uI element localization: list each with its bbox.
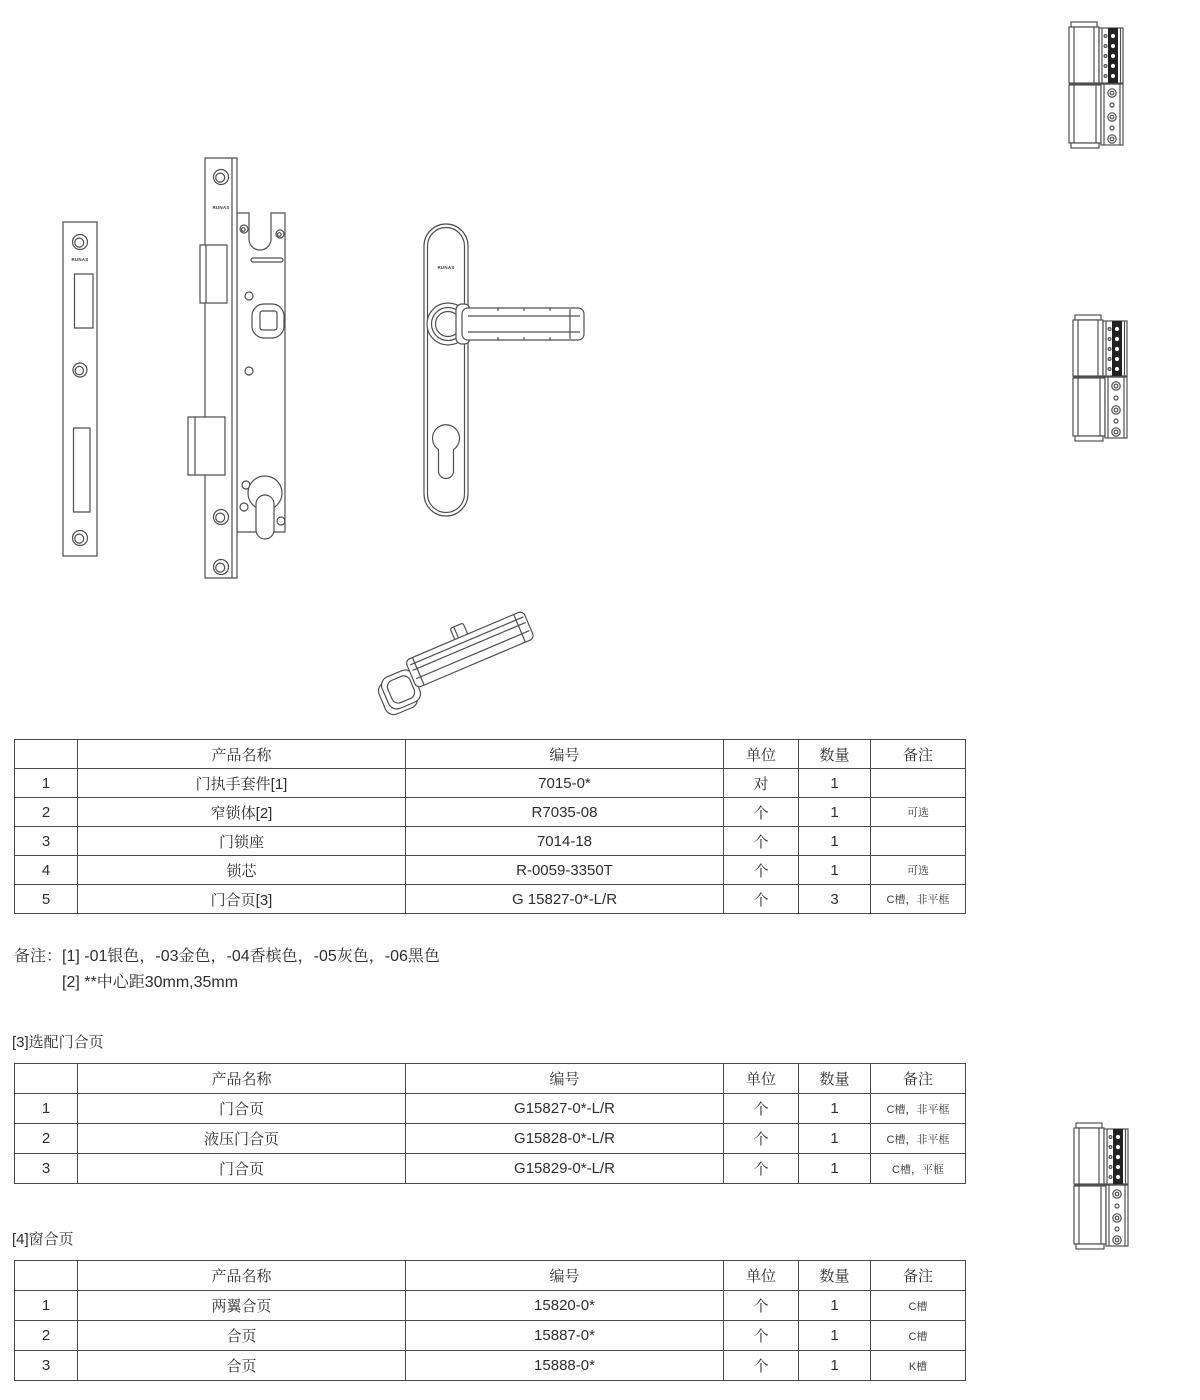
section-title-window-hinges: [4]窗合页 [12,1231,74,1248]
cell-quantity: 1 [799,798,871,827]
cell-product-name: 窄锁体[2] [78,798,406,827]
table-row [15,1124,966,1154]
col-header-part-number: 编号 [406,740,724,769]
cell-unit: 个 [724,798,799,827]
cell-product-name: 门执手套件[1] [78,769,406,798]
cell-index: 3 [15,827,78,856]
table-row [15,1351,966,1381]
cell-remarks [871,769,966,798]
door-hinge-drawing-top [1066,21,1124,149]
cell-remarks: C槽，非平框 [871,1094,966,1124]
cell-remarks [871,827,966,856]
cell-quantity: 1 [799,1154,871,1184]
cell-unit: 个 [724,885,799,914]
cell-index: 2 [15,798,78,827]
cell-quantity: 1 [799,856,871,885]
col-header-quantity: 数量 [799,740,871,769]
parts-table-optional-door-hinges [14,1063,966,1184]
col-header-unit: 单位 [724,740,799,769]
cell-quantity: 3 [799,885,871,914]
col-header-part-number: 编号 [406,1261,724,1291]
cell-remarks: C槽，平框 [871,1154,966,1184]
cell-product-name: 锁芯 [78,856,406,885]
cell-product-name: 合页 [78,1351,406,1381]
parts-table-main [14,739,966,914]
cell-index: 4 [15,856,78,885]
cell-product-name: 门锁座 [78,827,406,856]
door-hinge-drawing-bottom [1071,1122,1129,1250]
cell-quantity: 1 [799,827,871,856]
cell-unit: 个 [724,856,799,885]
table-row [15,1291,966,1321]
header-row [15,740,966,769]
cell-quantity: 1 [799,1094,871,1124]
door-hinge-drawing-middle [1070,314,1128,442]
cell-index: 2 [15,1321,78,1351]
header-row [15,1064,966,1094]
cell-part-number: 15888-0* [406,1351,724,1381]
cell-part-number: 15887-0* [406,1321,724,1351]
cell-index: 1 [15,1291,78,1321]
narrow-lock-body-drawing [185,155,290,585]
cell-remarks: 可选 [871,798,966,827]
col-header-remarks: 备注 [871,1261,966,1291]
table-row [15,827,966,856]
parts-table-window-hinges [14,1260,966,1381]
col-header-unit: 单位 [724,1064,799,1094]
cell-unit: 个 [724,1351,799,1381]
cell-remarks: K槽 [871,1351,966,1381]
table-row [15,856,966,885]
cell-remarks: C槽 [871,1291,966,1321]
col-header-quantity: 数量 [799,1261,871,1291]
cell-part-number: G15829-0*-L/R [406,1154,724,1184]
cell-part-number: R7035-08 [406,798,724,827]
cell-index: 1 [15,769,78,798]
notes-label: 备注： [14,948,63,965]
cell-unit: 个 [724,1124,799,1154]
cell-product-name: 门合页 [78,1094,406,1124]
cell-index: 3 [15,1351,78,1381]
note-line: [2] **中心距30mm,35mm [62,974,239,991]
door-handle-set-drawing [420,220,595,520]
cell-product-name: 门合页 [78,1154,406,1184]
door-strike-plate-drawing [62,221,98,557]
cell-unit: 个 [724,827,799,856]
col-header-product-name: 产品名称 [78,740,406,769]
cell-unit: 个 [724,1321,799,1351]
table-row [15,1154,966,1184]
cell-part-number: R-0059-3350T [406,856,724,885]
cell-index: 3 [15,1154,78,1184]
section-title-optional-door-hinges: [3]选配门合页 [12,1034,104,1051]
cell-part-number: 7014-18 [406,827,724,856]
cell-index: 1 [15,1094,78,1124]
lock-cylinder-drawing [365,598,535,713]
table-row [15,885,966,914]
cell-quantity: 1 [799,1321,871,1351]
cell-remarks: C槽，非平框 [871,1124,966,1154]
cell-part-number: 15820-0* [406,1291,724,1321]
col-header-unit: 单位 [724,1261,799,1291]
col-header-index [15,1064,78,1094]
cell-part-number: G15827-0*-L/R [406,1094,724,1124]
col-header-index [15,1261,78,1291]
col-header-remarks: 备注 [871,740,966,769]
cell-product-name: 门合页[3] [78,885,406,914]
cell-product-name: 液压门合页 [78,1124,406,1154]
cell-quantity: 1 [799,1291,871,1321]
table-row [15,1321,966,1351]
table-row [15,1094,966,1124]
col-header-product-name: 产品名称 [78,1261,406,1291]
cell-unit: 个 [724,1094,799,1124]
cell-part-number: G15828-0*-L/R [406,1124,724,1154]
cell-product-name: 合页 [78,1321,406,1351]
cell-quantity: 1 [799,769,871,798]
notes-block [14,944,440,996]
cell-remarks: 可选 [871,856,966,885]
cell-unit: 个 [724,1291,799,1321]
col-header-part-number: 编号 [406,1064,724,1094]
brand-logo: RUNAS [71,257,89,262]
brand-logo: RUNAS [212,205,230,210]
col-header-quantity: 数量 [799,1064,871,1094]
cell-index: 2 [15,1124,78,1154]
cell-quantity: 1 [799,1124,871,1154]
note-line: [1] -01银色，-03金色，-04香槟色，-05灰色，-06黑色 [62,948,440,965]
cell-part-number: 7015-0* [406,769,724,798]
cell-remarks: C槽，非平框 [871,885,966,914]
table-row [15,769,966,798]
col-header-remarks: 备注 [871,1064,966,1094]
cell-product-name: 两翼合页 [78,1291,406,1321]
cell-index: 5 [15,885,78,914]
cell-remarks: C槽 [871,1321,966,1351]
brand-logo: RUNAS [437,265,455,270]
col-header-index [15,740,78,769]
cell-quantity: 1 [799,1351,871,1381]
cell-unit: 个 [724,1154,799,1184]
cell-part-number: G 15827-0*-L/R [406,885,724,914]
cell-unit: 对 [724,769,799,798]
col-header-product-name: 产品名称 [78,1064,406,1094]
header-row [15,1261,966,1291]
table-row [15,798,966,827]
